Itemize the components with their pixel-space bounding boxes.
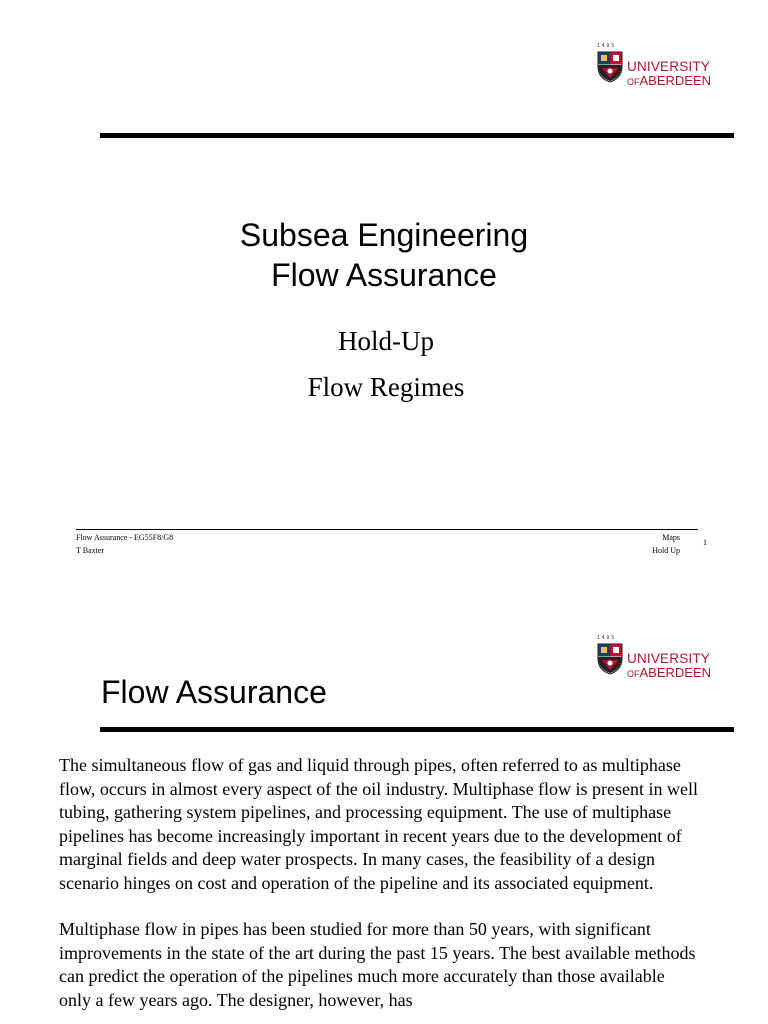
logo-of-text: OF — [627, 669, 640, 679]
slide1-footer-rule — [76, 529, 698, 530]
crest-icon — [597, 643, 623, 675]
slide2-body — [59, 754, 699, 1012]
university-logo — [597, 43, 727, 93]
logo-year: 1495 — [597, 43, 617, 49]
footer-page-number: 1 — [703, 538, 707, 547]
logo-year: 1495 — [597, 635, 617, 641]
slide2-title: Flow Assurance — [101, 674, 327, 710]
logo-of-text: OF — [627, 77, 640, 87]
slide1-title-rule — [100, 133, 734, 138]
logo-aberdeen-word: ABERDEEN — [639, 665, 712, 680]
slide2-title-rule — [100, 727, 734, 732]
footer-author: T Baxter — [76, 546, 105, 555]
logo-aberdeen-text — [627, 665, 711, 680]
slide1-subtitle-line2: Flow Regimes — [307, 372, 465, 402]
logo-university-text: UNIVERSITY — [627, 59, 711, 74]
crest-icon — [597, 51, 623, 83]
logo-aberdeen-text — [627, 73, 711, 88]
footer-hold-up: Hold Up — [652, 546, 680, 555]
logo-university-text: UNIVERSITY — [627, 651, 711, 666]
body-paragraph-2: Multiphase flow in pipes has been studied for more than 50 years, with significant improvements in the state of the art during the past 15 years. The best available methods can predict the operation of the pipelines much more accurately than those available only a few years ago. The designer, however, has — [59, 919, 696, 1010]
slide1-subtitle-line1: Hold-Up — [338, 326, 434, 356]
footer-course-code: Flow Assurance - EG55F8/G8 — [76, 533, 174, 542]
body-paragraph-1: The simultaneous flow of gas and liquid through pipes, often referred to as multiphase flow, occurs in almost every aspect of the oil industry. Multiphase flow is present in well tubing, gathering system pipelines, and processing equipment. The use of multiphase pipelines has become increasingly important in recent years due to the development of marginal fields and deep water prospects. In many cases, the feasibility of a design scenario hinges on cost and operation of the pipeline and its associated equipment. — [59, 755, 699, 893]
slide1-title-line2: Flow Assurance — [271, 257, 497, 293]
slide1-title-line1: Subsea Engineering — [239, 217, 529, 253]
footer-maps: Maps — [662, 533, 680, 542]
logo-aberdeen-word: ABERDEEN — [639, 73, 712, 88]
university-logo-2 — [597, 635, 727, 685]
